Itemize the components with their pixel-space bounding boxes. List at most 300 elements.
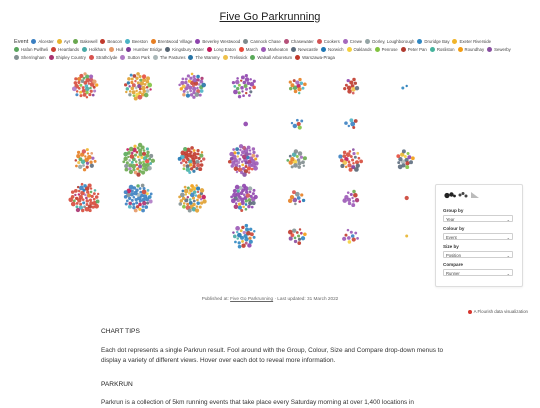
result-dot[interactable] <box>78 165 82 169</box>
result-dot[interactable] <box>298 151 303 156</box>
result-dot[interactable] <box>289 237 293 241</box>
result-dot[interactable] <box>196 87 198 89</box>
dot-cluster[interactable] <box>68 183 99 212</box>
legend-item[interactable] <box>261 46 288 54</box>
legend-item[interactable] <box>239 46 258 54</box>
dot-cluster[interactable] <box>230 184 258 212</box>
result-dot[interactable] <box>302 199 305 202</box>
result-dot[interactable] <box>143 149 146 152</box>
result-dot[interactable] <box>297 87 301 91</box>
result-dot[interactable] <box>129 185 134 190</box>
result-dot[interactable] <box>199 154 203 158</box>
result-dot[interactable] <box>245 190 249 194</box>
dot-cluster[interactable] <box>228 144 259 177</box>
result-dot[interactable] <box>358 157 361 160</box>
legend-item[interactable] <box>126 46 162 54</box>
result-dot[interactable] <box>75 197 78 200</box>
result-dot[interactable] <box>231 198 236 203</box>
result-dot[interactable] <box>232 148 235 151</box>
result-dot[interactable] <box>251 206 254 209</box>
result-dot[interactable] <box>124 195 128 199</box>
result-dot[interactable] <box>198 83 201 86</box>
result-dot[interactable] <box>352 162 355 165</box>
legend-item[interactable] <box>365 38 414 46</box>
result-dot[interactable] <box>89 87 92 90</box>
colour-by-select[interactable] <box>443 233 513 240</box>
result-dot[interactable] <box>295 80 299 84</box>
result-dot[interactable] <box>179 202 183 206</box>
result-dot[interactable] <box>250 232 254 236</box>
dot-cluster[interactable] <box>401 85 408 90</box>
result-dot[interactable] <box>193 152 197 156</box>
result-dot[interactable] <box>144 93 149 98</box>
result-dot[interactable] <box>289 87 292 90</box>
result-dot[interactable] <box>142 167 145 170</box>
result-dot[interactable] <box>122 160 125 163</box>
result-dot[interactable] <box>352 92 355 95</box>
result-dot[interactable] <box>83 168 86 171</box>
result-dot[interactable] <box>242 172 246 176</box>
result-dot[interactable] <box>301 160 305 164</box>
legend-item[interactable] <box>73 38 97 46</box>
result-dot[interactable] <box>124 83 127 86</box>
result-dot[interactable] <box>79 91 82 94</box>
result-dot[interactable] <box>237 151 240 154</box>
legend-item[interactable] <box>82 46 106 54</box>
result-dot[interactable] <box>245 224 248 227</box>
result-dot[interactable] <box>79 203 82 206</box>
result-dot[interactable] <box>241 160 244 163</box>
dot-cluster[interactable] <box>75 148 97 171</box>
legend-item[interactable] <box>375 46 398 54</box>
result-dot[interactable] <box>198 167 202 171</box>
result-dot[interactable] <box>405 165 409 169</box>
result-dot[interactable] <box>241 164 244 167</box>
result-dot[interactable] <box>138 208 141 211</box>
legend-item[interactable] <box>31 38 54 46</box>
result-dot[interactable] <box>350 122 355 127</box>
result-dot[interactable] <box>144 83 147 86</box>
result-dot[interactable] <box>251 168 254 171</box>
result-dot[interactable] <box>129 90 132 93</box>
result-dot[interactable] <box>396 154 400 158</box>
result-dot[interactable] <box>75 165 78 168</box>
result-dot[interactable] <box>233 85 236 88</box>
result-dot[interactable] <box>82 164 85 167</box>
result-dot[interactable] <box>136 184 139 187</box>
result-dot[interactable] <box>249 152 252 155</box>
legend-item[interactable] <box>317 38 340 46</box>
result-dot[interactable] <box>240 79 242 81</box>
result-dot[interactable] <box>124 190 128 194</box>
result-dot[interactable] <box>297 165 301 169</box>
result-dot[interactable] <box>201 195 205 199</box>
result-dot[interactable] <box>254 195 258 199</box>
result-dot[interactable] <box>149 154 153 158</box>
legend-item[interactable] <box>452 38 491 46</box>
result-dot[interactable] <box>350 231 353 234</box>
result-dot[interactable] <box>300 156 303 159</box>
result-dot[interactable] <box>248 94 251 97</box>
result-dot[interactable] <box>86 162 89 165</box>
result-dot[interactable] <box>231 161 235 165</box>
result-dot[interactable] <box>294 203 297 206</box>
result-dot[interactable] <box>93 198 96 201</box>
legend-item[interactable] <box>207 46 236 54</box>
result-dot[interactable] <box>180 162 183 165</box>
result-dot[interactable] <box>134 97 138 101</box>
result-dot[interactable] <box>139 75 142 78</box>
result-dot[interactable] <box>241 90 243 92</box>
result-dot[interactable] <box>185 78 188 81</box>
result-dot[interactable] <box>254 161 258 165</box>
result-dot[interactable] <box>195 167 198 170</box>
result-dot[interactable] <box>232 81 235 84</box>
result-dot[interactable] <box>88 93 91 96</box>
result-dot[interactable] <box>79 84 82 87</box>
result-dot[interactable] <box>248 237 251 240</box>
result-dot[interactable] <box>298 92 300 94</box>
result-dot[interactable] <box>247 205 250 208</box>
result-dot[interactable] <box>178 195 181 198</box>
result-dot[interactable] <box>297 241 301 245</box>
result-dot[interactable] <box>232 231 234 233</box>
result-dot[interactable] <box>81 209 84 212</box>
result-dot[interactable] <box>141 209 145 213</box>
result-dot[interactable] <box>86 96 88 98</box>
legend-item[interactable] <box>109 46 123 54</box>
result-dot[interactable] <box>249 240 253 244</box>
result-dot[interactable] <box>133 196 136 199</box>
result-dot[interactable] <box>236 87 239 90</box>
result-dot[interactable] <box>407 155 411 159</box>
result-dot[interactable] <box>302 87 305 90</box>
result-dot[interactable] <box>97 193 99 195</box>
result-dot[interactable] <box>238 202 242 206</box>
result-dot[interactable] <box>188 209 192 213</box>
dot-cluster[interactable] <box>232 74 256 98</box>
result-dot[interactable] <box>81 183 84 186</box>
result-dot[interactable] <box>245 242 248 245</box>
result-dot[interactable] <box>90 90 93 93</box>
result-dot[interactable] <box>200 77 203 80</box>
dot-cluster[interactable] <box>405 196 409 200</box>
dot-cluster[interactable] <box>405 235 408 238</box>
result-dot[interactable] <box>298 200 301 203</box>
result-dot[interactable] <box>146 76 150 80</box>
result-dot[interactable] <box>249 191 252 194</box>
result-dot[interactable] <box>193 200 196 203</box>
result-dot[interactable] <box>83 72 86 75</box>
legend-item[interactable] <box>153 54 186 62</box>
result-dot[interactable] <box>94 189 97 192</box>
result-dot[interactable] <box>79 186 84 191</box>
result-dot[interactable] <box>244 237 248 241</box>
result-dot[interactable] <box>242 94 245 97</box>
result-dot[interactable] <box>290 195 294 199</box>
result-dot[interactable] <box>243 231 246 234</box>
result-dot[interactable] <box>126 87 129 90</box>
result-dot[interactable] <box>88 183 92 187</box>
result-dot[interactable] <box>303 82 307 86</box>
result-dot[interactable] <box>197 152 200 155</box>
result-dot[interactable] <box>292 190 296 194</box>
result-dot[interactable] <box>289 160 293 164</box>
result-dot[interactable] <box>136 205 139 208</box>
result-dot[interactable] <box>91 157 94 160</box>
result-dot[interactable] <box>199 206 202 209</box>
result-dot[interactable] <box>148 195 152 199</box>
result-dot[interactable] <box>340 164 344 168</box>
result-dot[interactable] <box>95 83 98 86</box>
dot-cluster[interactable] <box>396 149 414 169</box>
dot-cluster[interactable] <box>344 118 357 129</box>
result-dot[interactable] <box>195 184 198 187</box>
result-dot[interactable] <box>199 94 202 97</box>
result-dot[interactable] <box>180 151 185 156</box>
dot-cluster[interactable] <box>178 73 206 99</box>
result-dot[interactable] <box>245 77 250 82</box>
result-dot[interactable] <box>74 77 77 80</box>
result-dot[interactable] <box>233 235 237 239</box>
result-dot[interactable] <box>243 194 246 197</box>
result-dot[interactable] <box>303 165 305 167</box>
result-dot[interactable] <box>239 149 241 151</box>
result-dot[interactable] <box>297 161 301 165</box>
result-dot[interactable] <box>193 190 197 194</box>
result-dot[interactable] <box>347 191 350 194</box>
bubble-view-icon[interactable] <box>444 191 456 199</box>
compare-select[interactable] <box>443 269 513 276</box>
legend-item[interactable] <box>14 46 48 54</box>
result-dot[interactable] <box>241 75 245 79</box>
result-dot[interactable] <box>200 89 204 93</box>
result-dot[interactable] <box>142 190 147 195</box>
result-dot[interactable] <box>85 197 88 200</box>
result-dot[interactable] <box>252 201 256 205</box>
result-dot[interactable] <box>235 147 239 151</box>
result-dot[interactable] <box>256 154 259 157</box>
legend-item[interactable] <box>401 46 427 54</box>
result-dot[interactable] <box>406 85 408 87</box>
result-dot[interactable] <box>144 205 148 209</box>
result-dot[interactable] <box>142 201 146 205</box>
result-dot[interactable] <box>131 199 134 202</box>
result-dot[interactable] <box>139 88 142 91</box>
result-dot[interactable] <box>355 86 359 90</box>
result-dot[interactable] <box>196 149 199 152</box>
result-dot[interactable] <box>141 86 145 90</box>
result-dot[interactable] <box>191 73 194 76</box>
result-dot[interactable] <box>349 80 353 84</box>
result-dot[interactable] <box>252 86 256 90</box>
result-dot[interactable] <box>294 90 298 94</box>
published-link[interactable]: Five Go Parkrunning <box>230 296 274 301</box>
legend-item[interactable] <box>188 54 219 62</box>
dot-cluster[interactable] <box>72 72 98 98</box>
result-dot[interactable] <box>230 195 233 198</box>
result-dot[interactable] <box>142 205 145 208</box>
result-dot[interactable] <box>196 163 200 167</box>
result-dot[interactable] <box>192 96 195 99</box>
result-dot[interactable] <box>91 195 94 198</box>
beeswarm-plot[interactable] <box>58 66 428 256</box>
result-dot[interactable] <box>249 228 252 231</box>
result-dot[interactable] <box>189 198 192 201</box>
result-dot[interactable] <box>137 156 140 159</box>
result-dot[interactable] <box>352 200 355 203</box>
result-dot[interactable] <box>128 85 130 87</box>
result-dot[interactable] <box>86 203 89 206</box>
result-dot[interactable] <box>146 89 150 93</box>
result-dot[interactable] <box>133 74 137 78</box>
result-dot[interactable] <box>139 187 142 190</box>
result-dot[interactable] <box>192 170 195 173</box>
result-dot[interactable] <box>89 198 92 201</box>
dot-cluster[interactable] <box>342 229 359 244</box>
result-dot[interactable] <box>347 229 350 232</box>
result-dot[interactable] <box>92 79 96 83</box>
result-dot[interactable] <box>192 87 196 91</box>
result-dot[interactable] <box>87 193 91 197</box>
result-dot[interactable] <box>83 93 87 97</box>
result-dot[interactable] <box>74 194 76 196</box>
result-dot[interactable] <box>249 90 252 93</box>
result-dot[interactable] <box>289 155 292 158</box>
result-dot[interactable] <box>147 189 150 192</box>
result-dot[interactable] <box>75 205 78 208</box>
result-dot[interactable] <box>300 232 303 235</box>
result-dot[interactable] <box>189 201 193 205</box>
result-dot[interactable] <box>299 228 301 230</box>
result-dot[interactable] <box>247 243 251 247</box>
result-dot[interactable] <box>68 197 73 202</box>
result-dot[interactable] <box>233 90 238 95</box>
result-dot[interactable] <box>193 75 196 78</box>
result-dot[interactable] <box>242 184 246 188</box>
result-dot[interactable] <box>245 199 248 202</box>
result-dot[interactable] <box>356 152 359 155</box>
result-dot[interactable] <box>82 149 86 153</box>
result-dot[interactable] <box>352 78 355 81</box>
result-dot[interactable] <box>195 208 199 212</box>
legend-item[interactable] <box>321 46 344 54</box>
result-dot[interactable] <box>183 147 187 151</box>
result-dot[interactable] <box>352 152 355 155</box>
result-dot[interactable] <box>359 159 363 163</box>
result-dot[interactable] <box>77 81 80 84</box>
result-dot[interactable] <box>126 199 129 202</box>
result-dot[interactable] <box>143 187 146 190</box>
result-dot[interactable] <box>251 154 255 158</box>
result-dot[interactable] <box>355 160 359 164</box>
result-dot[interactable] <box>75 159 78 162</box>
legend-item[interactable] <box>291 46 318 54</box>
legend-item[interactable] <box>49 54 86 62</box>
result-dot[interactable] <box>195 194 198 197</box>
result-dot[interactable] <box>237 155 239 157</box>
result-dot[interactable] <box>124 164 128 168</box>
result-dot[interactable] <box>233 189 237 193</box>
result-dot[interactable] <box>148 158 151 161</box>
result-dot[interactable] <box>397 161 400 164</box>
result-dot[interactable] <box>349 150 352 153</box>
result-dot[interactable] <box>202 199 206 203</box>
result-dot[interactable] <box>183 202 186 205</box>
result-dot[interactable] <box>186 203 189 206</box>
result-dot[interactable] <box>130 74 133 77</box>
result-dot[interactable] <box>352 237 356 241</box>
result-dot[interactable] <box>93 90 96 93</box>
result-dot[interactable] <box>81 79 85 83</box>
result-dot[interactable] <box>407 152 410 155</box>
result-dot[interactable] <box>234 204 239 209</box>
legend-item[interactable] <box>195 38 240 46</box>
legend-item[interactable] <box>14 54 46 62</box>
result-dot[interactable] <box>94 160 97 163</box>
result-dot[interactable] <box>238 241 241 244</box>
result-dot[interactable] <box>192 78 197 83</box>
result-dot[interactable] <box>189 90 192 93</box>
result-dot[interactable] <box>178 157 182 161</box>
result-dot[interactable] <box>354 167 359 172</box>
result-dot[interactable] <box>146 192 149 195</box>
result-dot[interactable] <box>228 160 232 164</box>
result-dot[interactable] <box>87 155 92 160</box>
result-dot[interactable] <box>348 160 351 163</box>
legend-item[interactable] <box>223 54 248 62</box>
result-dot[interactable] <box>72 86 77 91</box>
result-dot[interactable] <box>196 205 199 208</box>
result-dot[interactable] <box>184 81 187 84</box>
legend-item[interactable] <box>458 46 485 54</box>
result-dot[interactable] <box>342 198 347 203</box>
result-dot[interactable] <box>135 201 138 204</box>
result-dot[interactable] <box>347 163 351 167</box>
result-dot[interactable] <box>293 79 296 82</box>
result-dot[interactable] <box>190 93 193 96</box>
result-dot[interactable] <box>197 191 199 193</box>
result-dot[interactable] <box>297 234 300 237</box>
result-dot[interactable] <box>247 146 251 150</box>
result-dot[interactable] <box>253 230 255 232</box>
result-dot[interactable] <box>239 144 243 148</box>
result-dot[interactable] <box>245 88 248 91</box>
result-dot[interactable] <box>131 87 135 91</box>
result-dot[interactable] <box>235 226 240 231</box>
result-dot[interactable] <box>253 236 256 239</box>
result-dot[interactable] <box>71 202 76 207</box>
result-dot[interactable] <box>149 199 153 203</box>
result-dot[interactable] <box>411 156 415 160</box>
result-dot[interactable] <box>134 198 137 201</box>
result-dot[interactable] <box>253 189 256 192</box>
result-dot[interactable] <box>242 206 245 209</box>
result-dot[interactable] <box>82 89 86 93</box>
result-dot[interactable] <box>404 155 407 158</box>
result-dot[interactable] <box>346 152 351 157</box>
result-dot[interactable] <box>183 90 186 93</box>
result-dot[interactable] <box>85 87 90 92</box>
result-dot[interactable] <box>344 121 348 125</box>
dot-cluster[interactable] <box>122 143 155 177</box>
result-dot[interactable] <box>181 78 184 81</box>
result-dot[interactable] <box>92 94 95 97</box>
group-by-select[interactable] <box>443 215 513 222</box>
result-dot[interactable] <box>188 192 191 195</box>
result-dot[interactable] <box>128 159 131 162</box>
result-dot[interactable] <box>297 122 301 126</box>
